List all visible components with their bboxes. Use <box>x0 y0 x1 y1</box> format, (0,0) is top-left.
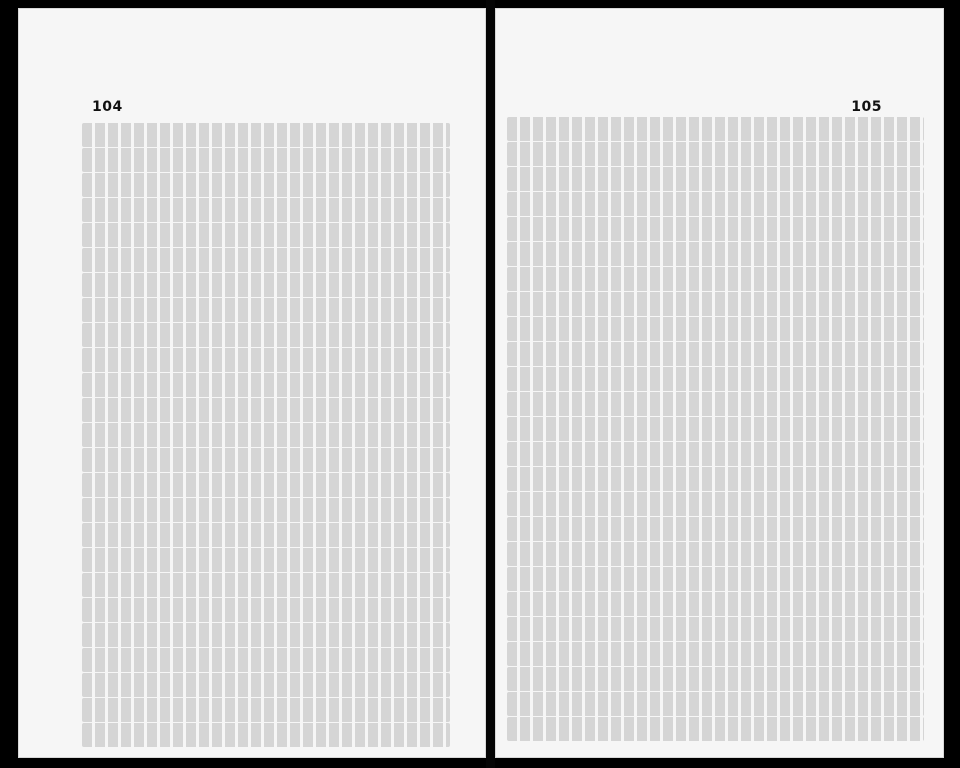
right-page-text-line <box>507 667 924 691</box>
left-page-text-line <box>82 573 450 597</box>
left-page-body <box>82 123 450 702</box>
right-page-text-line <box>507 242 924 266</box>
left-page-text-line <box>82 548 450 572</box>
right-page-text-line <box>507 392 924 416</box>
left-page-text-line <box>82 248 450 272</box>
left-page-text-line <box>82 148 450 172</box>
right-page-text-line <box>507 167 924 191</box>
right-page-text-line <box>507 492 924 516</box>
right-page-text-line <box>507 717 924 741</box>
right-page-text-line <box>507 467 924 491</box>
right-page-text-line <box>507 317 924 341</box>
left-page-text-line <box>82 373 450 397</box>
right-page-text-line <box>507 267 924 291</box>
right-page-text-line <box>507 692 924 716</box>
left-page-text-line <box>82 323 450 347</box>
right-page-text-line <box>507 117 924 141</box>
left-page-text-line <box>82 423 450 447</box>
left-page-text-line <box>82 523 450 547</box>
right-page-text-line <box>507 292 924 316</box>
right-page-text-line <box>507 442 924 466</box>
left-page-text-line <box>82 698 450 722</box>
right-page-text-line <box>507 192 924 216</box>
right-page-text-line <box>507 342 924 366</box>
left-page-text-line <box>82 123 450 147</box>
right-page-text-line <box>507 517 924 541</box>
right-page <box>495 8 944 758</box>
right-page-text-line <box>507 542 924 566</box>
right-page-number: 105 <box>851 99 882 115</box>
book-gutter <box>486 0 495 768</box>
right-page-text-line <box>507 367 924 391</box>
right-page-text-line <box>507 217 924 241</box>
right-page-text-line <box>507 417 924 441</box>
right-page-body <box>507 117 924 702</box>
left-page-text-line <box>82 448 450 472</box>
left-page-number: 104 <box>92 99 123 115</box>
left-page-text-line <box>82 223 450 247</box>
left-page-text-line <box>82 673 450 697</box>
right-page-text-line <box>507 592 924 616</box>
left-page-text-line <box>82 473 450 497</box>
right-page-text-line <box>507 142 924 166</box>
left-page-text-line <box>82 198 450 222</box>
left-page-text-line <box>82 623 450 647</box>
left-page-text-line <box>82 723 450 747</box>
left-page-text-line <box>82 298 450 322</box>
left-page-text-line <box>82 273 450 297</box>
right-page-text-line <box>507 617 924 641</box>
left-page <box>18 8 486 758</box>
left-page-text-line <box>82 348 450 372</box>
left-page-text-line <box>82 498 450 522</box>
left-page-text-line <box>82 398 450 422</box>
left-page-text-line <box>82 648 450 672</box>
left-page-text-line <box>82 598 450 622</box>
right-page-text-line <box>507 567 924 591</box>
right-page-text-line <box>507 642 924 666</box>
left-page-text-line <box>82 173 450 197</box>
